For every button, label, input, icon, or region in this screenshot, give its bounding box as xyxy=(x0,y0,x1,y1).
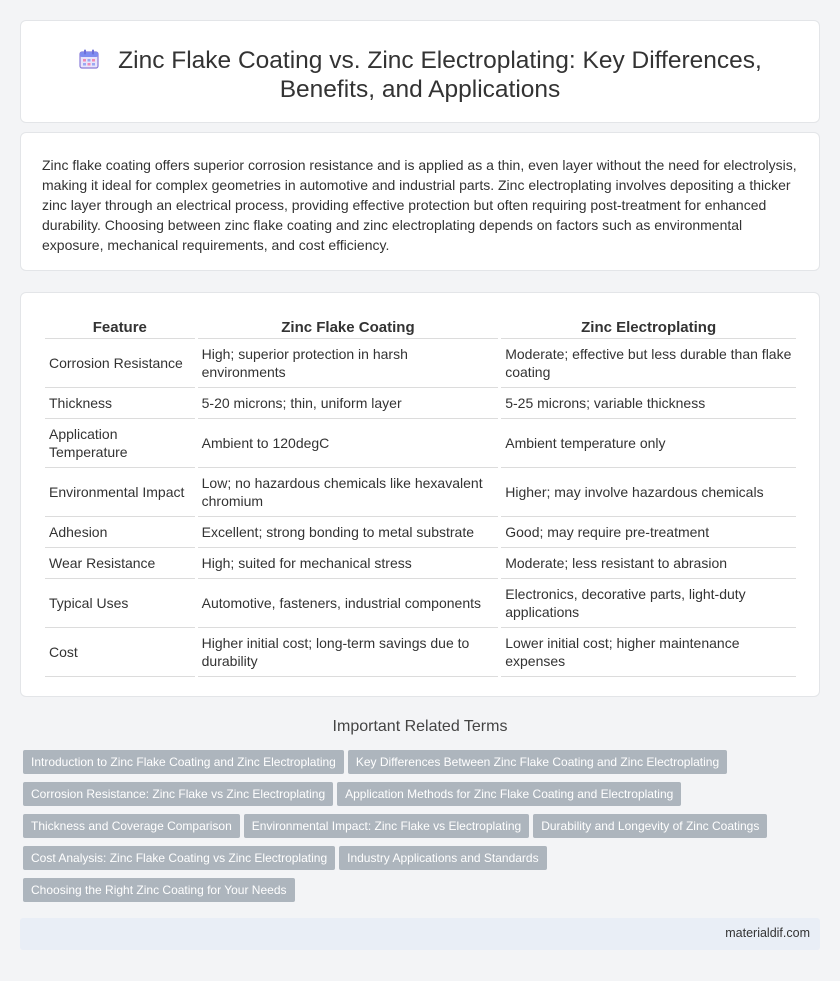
table-cell-zinc-electroplating: Higher; may involve hazardous chemicals xyxy=(501,468,796,517)
table-cell-zinc-flake: Automotive, fasteners, industrial components xyxy=(198,579,499,628)
table-cell-zinc-electroplating: Ambient temperature only xyxy=(501,419,796,468)
table-cell-zinc-flake: Higher initial cost; long-term savings due to durability xyxy=(198,628,499,677)
table-cell-feature: Corrosion Resistance xyxy=(45,339,195,388)
related-term-tag[interactable]: Key Differences Between Zinc Flake Coating and Zinc Electroplating xyxy=(348,750,727,774)
table-row xyxy=(45,419,796,468)
table-cell-zinc-electroplating: Good; may require pre-treatment xyxy=(501,517,796,548)
comparison-table-card xyxy=(20,292,820,697)
header-card xyxy=(20,20,820,123)
footer-site-link[interactable]: materialdif.com xyxy=(725,926,810,940)
table-cell-zinc-flake: High; superior protection in harsh environments xyxy=(198,339,499,388)
related-term-tag[interactable]: Thickness and Coverage Comparison xyxy=(23,814,240,838)
summary-card xyxy=(20,132,820,271)
table-cell-feature: Thickness xyxy=(45,388,195,419)
footer xyxy=(20,918,820,950)
table-row xyxy=(45,339,796,388)
table-cell-feature: Adhesion xyxy=(45,517,195,548)
column-header-zinc-flake: Zinc Flake Coating xyxy=(198,315,499,339)
related-term-tag[interactable]: Industry Applications and Standards xyxy=(339,846,546,870)
related-terms-heading: Important Related Terms xyxy=(332,718,508,735)
related-term-tag[interactable]: Introduction to Zinc Flake Coating and Zinc Electroplating xyxy=(23,750,344,774)
table-cell-zinc-flake: High; suited for mechanical stress xyxy=(198,548,499,579)
table-row xyxy=(45,628,796,677)
table-cell-zinc-electroplating: Lower initial cost; higher maintenance expenses xyxy=(501,628,796,677)
related-term-tag[interactable]: Application Methods for Zinc Flake Coating and Electroplating xyxy=(337,782,681,806)
related-term-tag[interactable]: Durability and Longevity of Zinc Coatings xyxy=(533,814,767,838)
table-row xyxy=(45,388,796,419)
related-term-tag[interactable]: Choosing the Right Zinc Coating for Your Needs xyxy=(23,878,295,902)
table-cell-zinc-electroplating: Moderate; effective but less durable than flake coating xyxy=(501,339,796,388)
table-cell-zinc-flake: Low; no hazardous chemicals like hexavalent chromium xyxy=(198,468,499,517)
table-cell-feature: Wear Resistance xyxy=(45,548,195,579)
table-cell-zinc-flake: 5-20 microns; thin, uniform layer xyxy=(198,388,499,419)
related-term-tag[interactable]: Corrosion Resistance: Zinc Flake vs Zinc Electroplating xyxy=(23,782,333,806)
table-cell-feature: Typical Uses xyxy=(45,579,195,628)
page-title xyxy=(21,46,819,104)
table-header-row xyxy=(45,315,796,339)
table-row xyxy=(45,579,796,628)
column-header-zinc-electroplating: Zinc Electroplating xyxy=(501,315,796,339)
table-cell-zinc-electroplating: Electronics, decorative parts, light-duty applications xyxy=(501,579,796,628)
table-cell-feature: Cost xyxy=(45,628,195,677)
column-header-feature: Feature xyxy=(45,315,195,339)
table-cell-zinc-flake: Excellent; strong bonding to metal substrate xyxy=(198,517,499,548)
table-row xyxy=(45,517,796,548)
related-term-tag[interactable]: Cost Analysis: Zinc Flake Coating vs Zinc Electroplating xyxy=(23,846,335,870)
table-row xyxy=(45,548,796,579)
table-cell-zinc-flake: Ambient to 120degC xyxy=(198,419,499,468)
comparison-table xyxy=(42,315,799,677)
table-row xyxy=(45,468,796,517)
table-cell-zinc-electroplating: 5-25 microns; variable thickness xyxy=(501,388,796,419)
related-terms-list xyxy=(23,750,823,910)
page-title-text: Zinc Flake Coating vs. Zinc Electroplating: Key Differences, Benefits, and Applications xyxy=(118,47,762,103)
calendar-icon xyxy=(78,48,100,70)
related-term-tag[interactable]: Environmental Impact: Zinc Flake vs Electroplating xyxy=(244,814,529,838)
table-cell-zinc-electroplating: Moderate; less resistant to abrasion xyxy=(501,548,796,579)
table-cell-feature: Environmental Impact xyxy=(45,468,195,517)
summary-text: Zinc flake coating offers superior corrosion resistance and is applied as a thin, even layer without the need for electrolysis, making it ideal for complex geometries in automotive and industrial parts. Zinc electroplating involves depositing a thicker zinc layer through an electrical process, providing effective protection but often requiring post-treatment for enhanced durability. Choosing between zinc flake coating and zinc electroplating depends on factors such as environmental exposure, mechanical requirements, and cost efficiency. xyxy=(42,157,797,253)
table-cell-feature: Application Temperature xyxy=(45,419,195,468)
